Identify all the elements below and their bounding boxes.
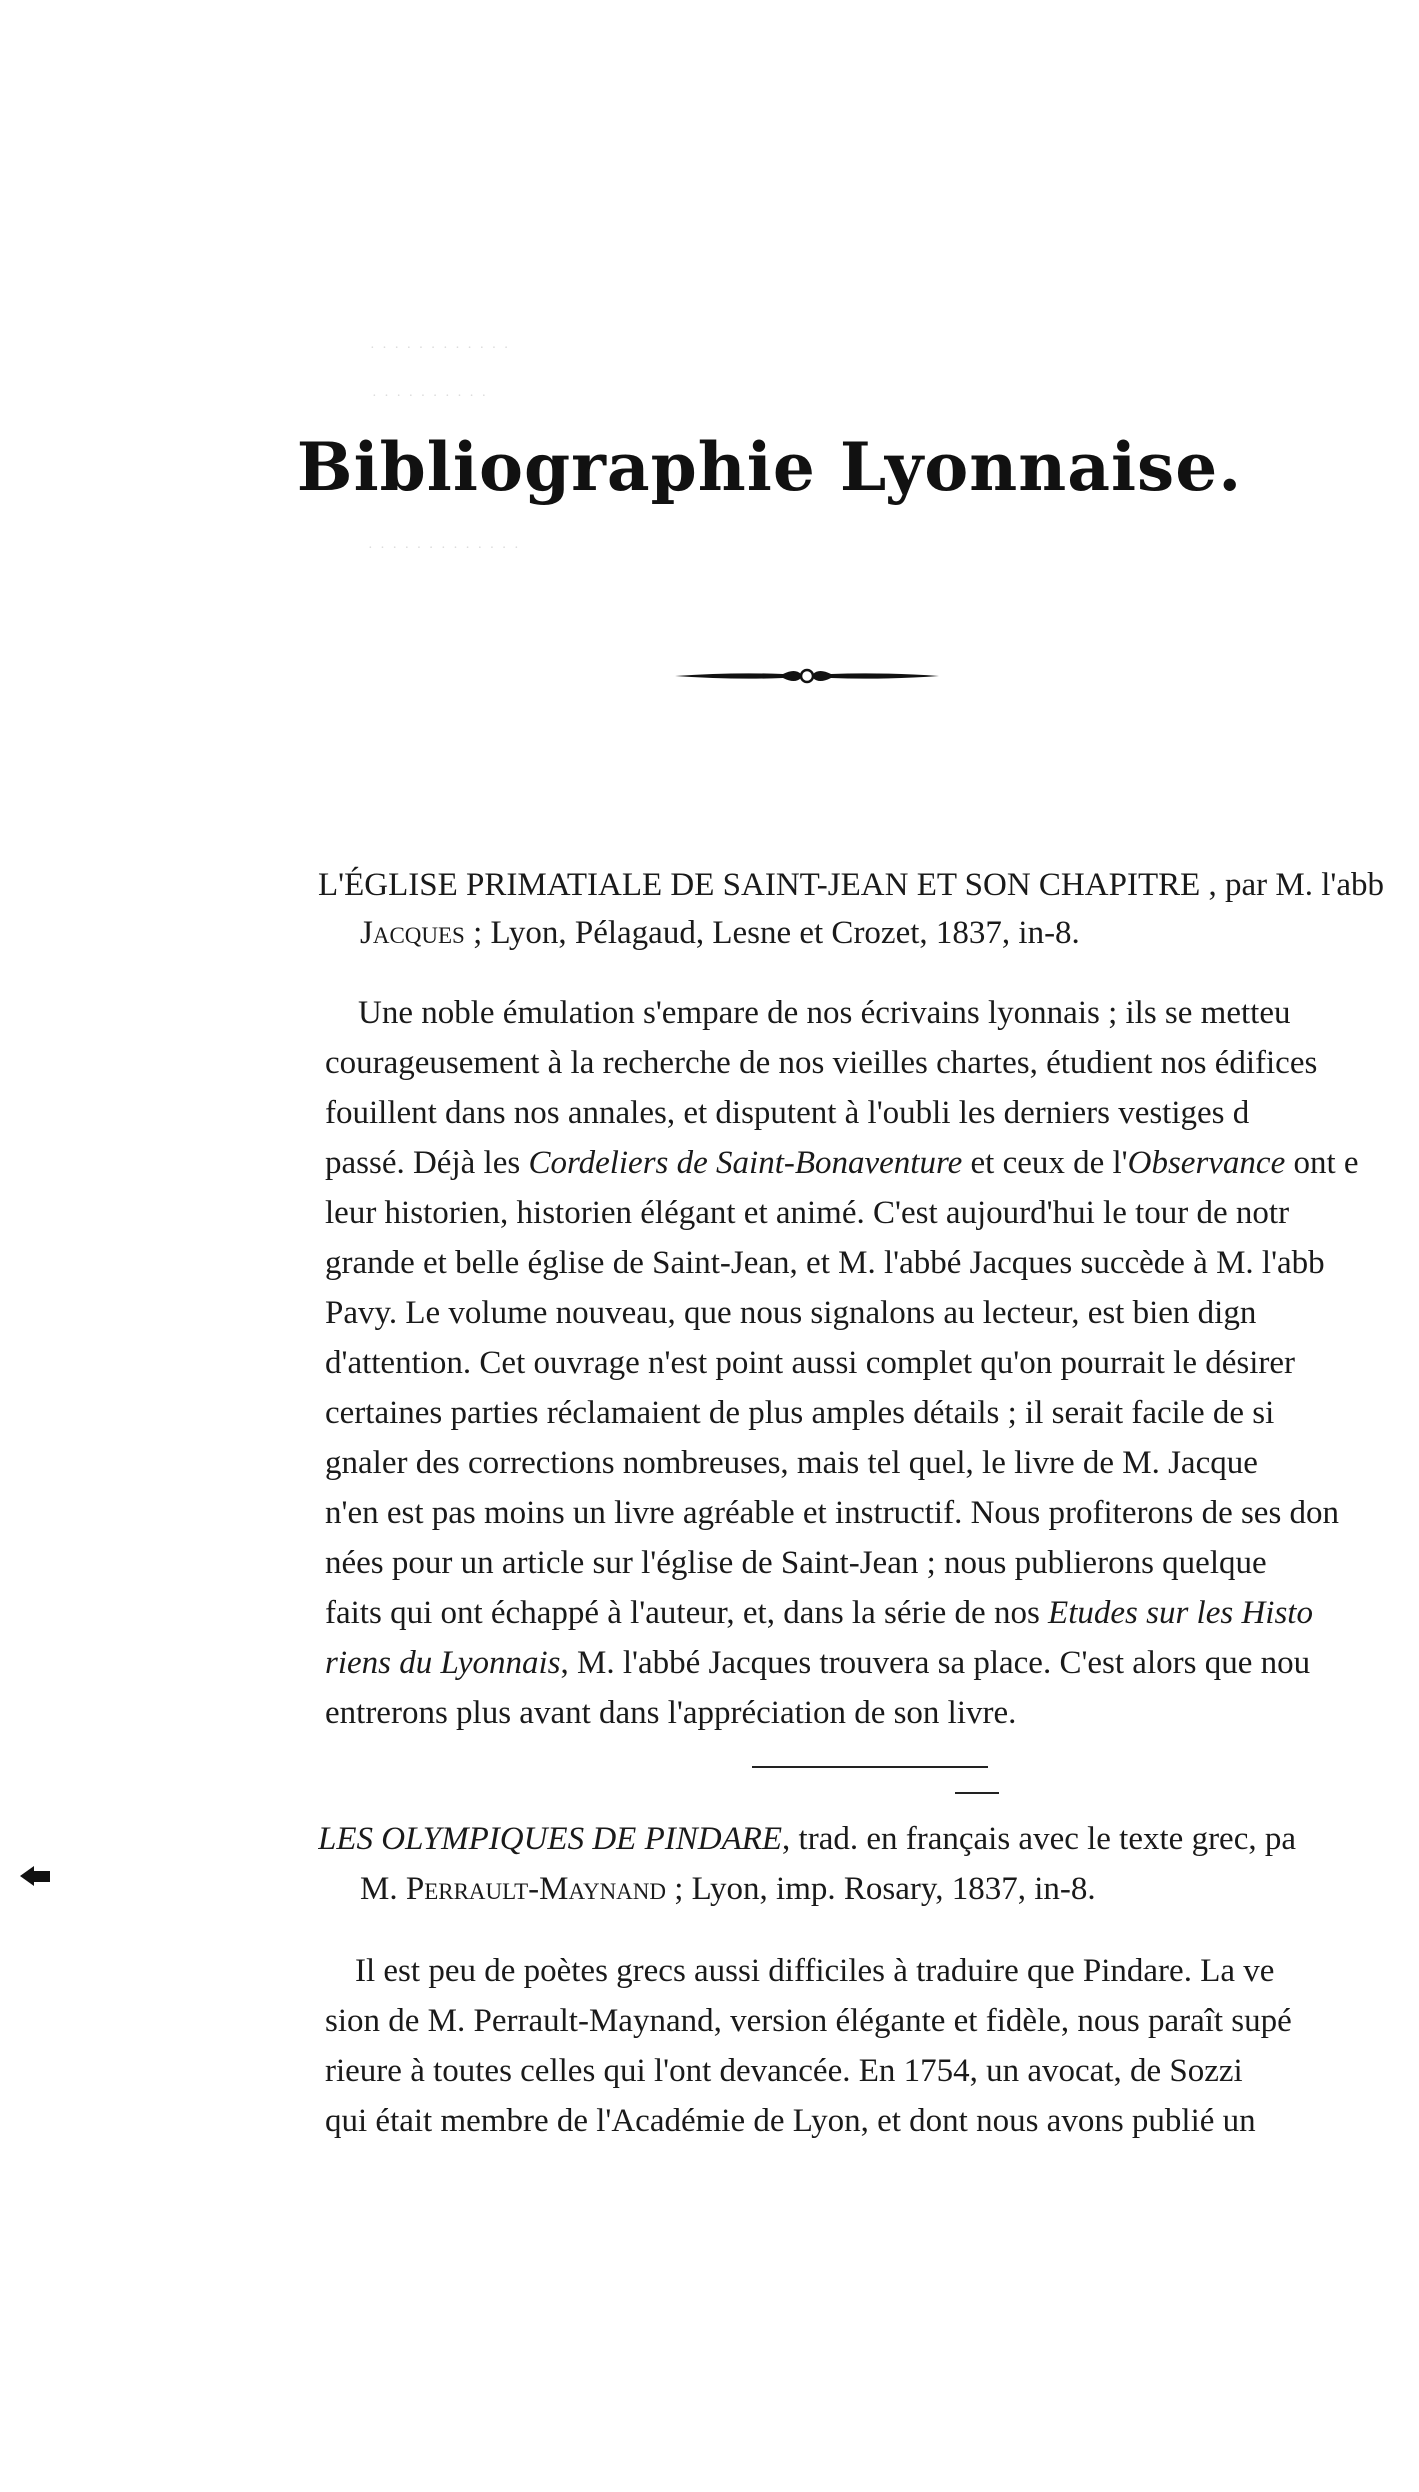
- section-2-author: M. Perrault-Maynand: [360, 1871, 667, 1907]
- separator-rule-short: [955, 1792, 999, 1794]
- paragraph-line: riens du Lyonnais, M. l'abbé Jacques trouvera sa place. C'est alors que nou: [325, 1645, 1311, 1681]
- paragraph-line: courageusement à la recherche de nos vieilles chartes, étudient nos édifices: [325, 1045, 1318, 1081]
- paragraph-line: gnaler des corrections nombreuses, mais tel quel, le livre de M. Jacque: [325, 1445, 1258, 1481]
- separator-rule: [752, 1766, 988, 1768]
- paragraph-line: Il est peu de poètes grecs aussi difficiles à traduire que Pindare. La ve: [355, 1953, 1275, 1989]
- section-1-heading: [318, 858, 1419, 912]
- section-2-heading: [318, 1812, 1419, 1866]
- paragraph-line: d'attention. Cet ouvrage n'est point aussi complet qu'on pourrait le désirer: [325, 1345, 1296, 1381]
- paragraph-line: fouillent dans nos annales, et disputent à l'oubli les derniers vestiges d: [325, 1095, 1250, 1131]
- section-1-heading-trail: , par M. l'abb: [1200, 867, 1385, 903]
- section-2-imprint-rest: ; Lyon, imp. Rosary, 1837, in-8.: [666, 1871, 1096, 1907]
- page-title: Bibliographie Lyonnaise.: [296, 428, 1243, 506]
- paragraph-line: certaines parties réclamaient de plus amples détails ; il serait facile de si: [325, 1395, 1275, 1431]
- section-1-imprint: [360, 906, 1419, 960]
- section-1-author: Jacques: [360, 915, 465, 951]
- paragraph-line: sion de M. Perrault-Maynand, version élégante et fidèle, nous paraît supé: [325, 2003, 1292, 2039]
- bleed-through-text: · · · · · · · · · · · · ·: [368, 541, 521, 556]
- section-2-title: LES OLYMPIQUES DE PINDARE: [318, 1821, 783, 1857]
- margin-pointer-icon: [18, 1862, 52, 1888]
- section-2-heading-trail: , trad. en français avec le texte grec, pa: [782, 1821, 1296, 1857]
- paragraph-line: Une noble émulation s'empare de nos écrivains lyonnais ; ils se metteu: [358, 995, 1291, 1031]
- paragraph-line: nées pour un article sur l'église de Saint-Jean ; nous publierons quelque: [325, 1545, 1267, 1581]
- bleed-through-text: · · · · · · · · · ·: [372, 389, 489, 404]
- paragraph-line: passé. Déjà les Cordeliers de Saint-Bonaventure et ceux de l'Observance ont e: [325, 1145, 1359, 1181]
- section-2-imprint: [360, 1862, 1419, 1916]
- paragraph-line: grande et belle église de Saint-Jean, et M. l'abbé Jacques succède à M. l'abb: [325, 1245, 1325, 1281]
- section-1-imprint-rest: ; Lyon, Pélagaud, Lesne et Crozet, 1837, in-8.: [464, 915, 1080, 951]
- section-1-title: L'ÉGLISE PRIMATIALE DE SAINT-JEAN ET SON CHAPITRE: [318, 867, 1201, 903]
- paragraph-line: rieure à toutes celles qui l'ont devancée. En 1754, un avocat, de Sozzi: [325, 2053, 1243, 2089]
- bleed-through-text: · · · · · · · · · · · ·: [370, 341, 511, 356]
- paragraph-line: leur historien, historien élégant et animé. C'est aujourd'hui le tour de notr: [325, 1195, 1290, 1231]
- paragraph-line: n'en est pas moins un livre agréable et instructif. Nous profiterons de ses don: [325, 1495, 1340, 1531]
- paragraph-line: Pavy. Le volume nouveau, que nous signalons au lecteur, est bien dign: [325, 1295, 1257, 1331]
- paragraph-line: entrerons plus avant dans l'appréciation de son livre.: [325, 1695, 1017, 1731]
- paragraph-line: faits qui ont échappé à l'auteur, et, dans la série de nos Etudes sur les Histo: [325, 1595, 1313, 1631]
- paragraph-line: qui était membre de l'Académie de Lyon, et dont nous avons publié un: [325, 2103, 1256, 2139]
- ornament-divider: [673, 656, 941, 696]
